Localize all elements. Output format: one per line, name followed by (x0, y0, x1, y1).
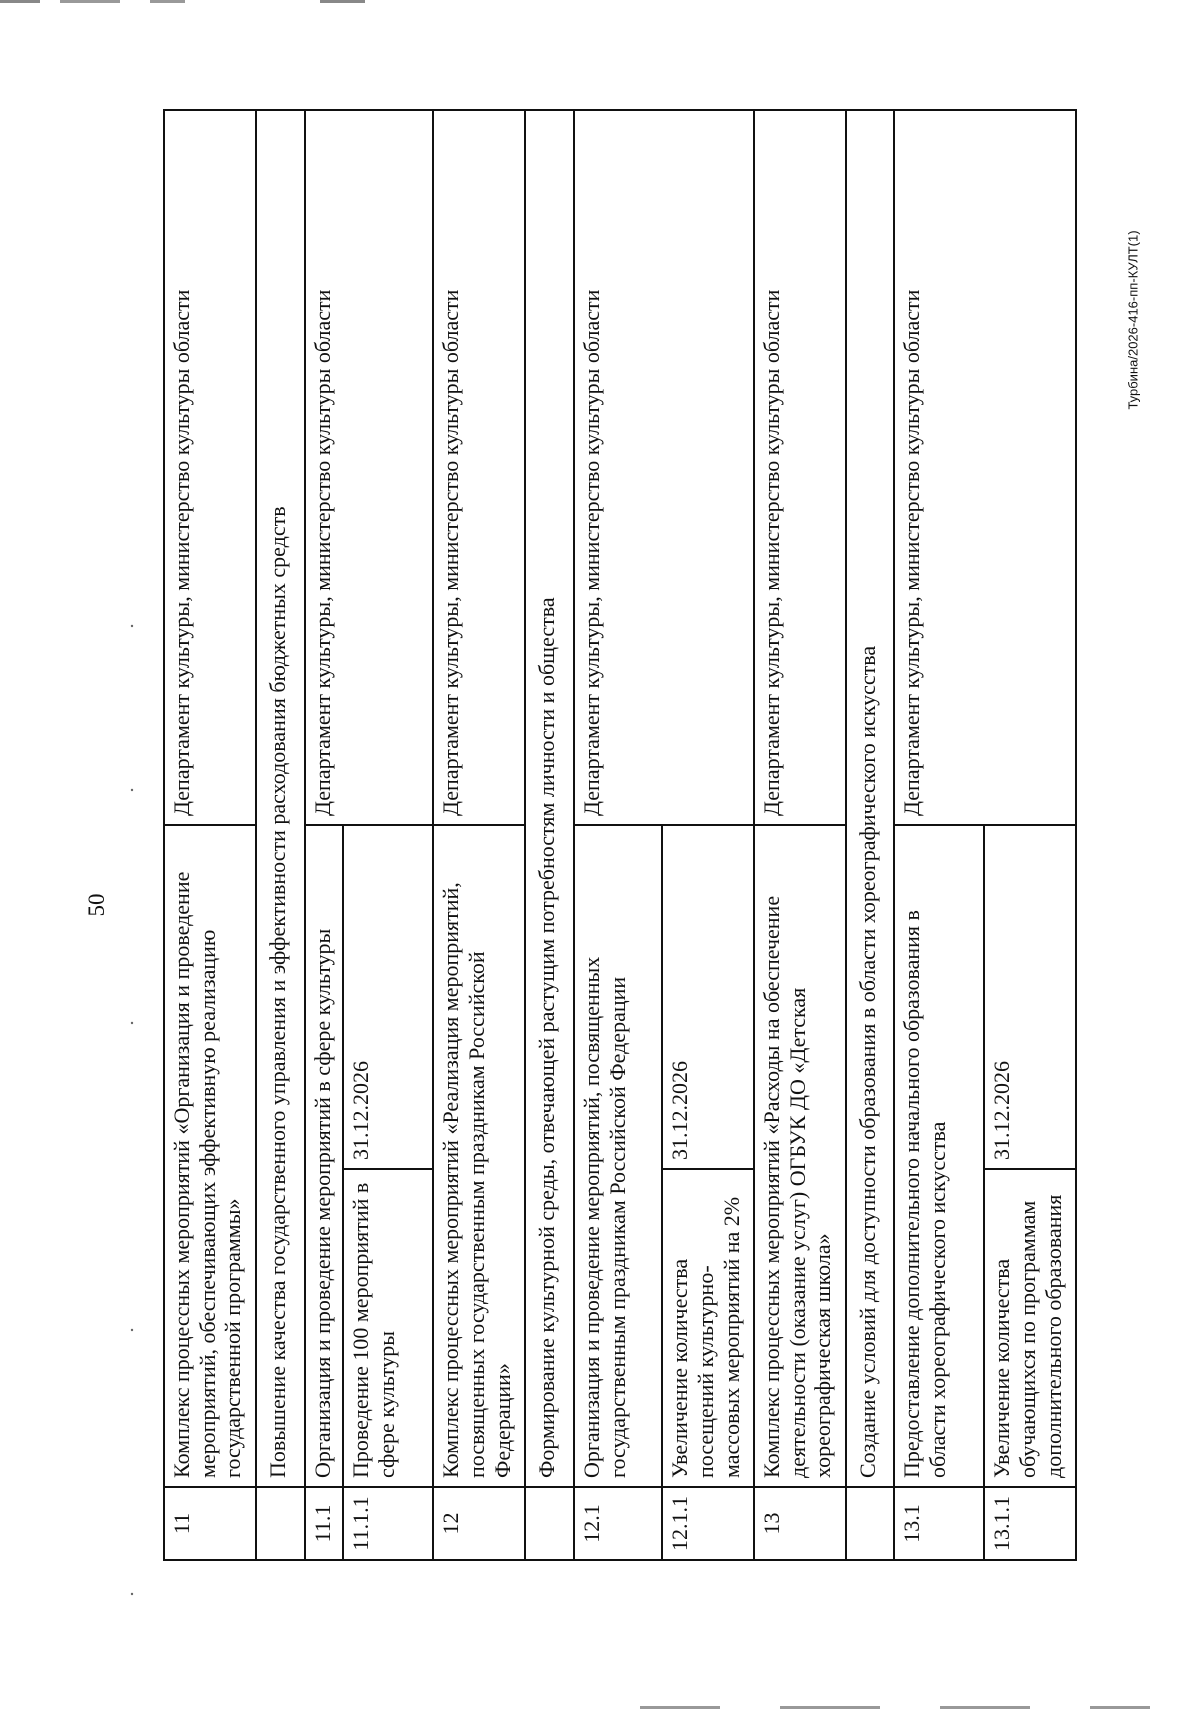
table-row (256, 110, 305, 1560)
measure-text: Организация и проведение мероприятий в сфере культуры (305, 825, 343, 1487)
row-number: 12.1 (574, 1487, 662, 1560)
result-text: Увеличение количества посещений культурно-массовых мероприятий на 2% (662, 1169, 754, 1487)
row-number: 11 (164, 1487, 256, 1560)
responsible-cell: Департамент культуры, министерство культуры области (305, 110, 433, 825)
row-number: 12.1.1 (662, 1487, 754, 1560)
deadline-date: 31.12.2026 (984, 825, 1076, 1169)
row-number: 12 (433, 1487, 525, 1560)
responsible-cell: Департамент культуры, министерство культуры области (164, 110, 256, 825)
table-row (574, 110, 662, 1560)
measure-text: Организация и проведение мероприятий, посвященных государственным праздникам Российской Федерации (574, 825, 662, 1487)
table-row (164, 110, 256, 1560)
row-number: 13.1 (894, 1487, 984, 1560)
empty-cell (256, 1487, 305, 1560)
table-row (894, 110, 984, 1560)
task-heading: Создание условий для доступности образования в области хореографического искусства (846, 110, 894, 1487)
result-text: Увеличение количества обучающихся по программам дополнительного образования (984, 1169, 1076, 1487)
table-row (433, 110, 525, 1560)
responsible-cell: Департамент культуры, министерство культуры области (574, 110, 754, 825)
table-row (754, 110, 846, 1560)
empty-cell (525, 1487, 574, 1560)
measure-text: Предоставление дополнительного начального образования в области хореографического искусства (894, 825, 984, 1487)
deadline-date: 31.12.2026 (662, 825, 754, 1169)
result-text: Проведение 100 мероприятий в сфере культуры (343, 1169, 433, 1487)
row-number: 11.1.1 (343, 1487, 433, 1560)
measure-text: Комплекс процессных мероприятий «Организация и проведение мероприятий, обеспечивающих эффективную реализацию государственной программы» (164, 825, 256, 1487)
measure-text: Комплекс процессных мероприятий «Расходы на обеспечение деятельности (оказание услуг) ОГБУК ДО «Детская хореографическая школа» (754, 825, 846, 1487)
measure-text: Комплекс процессных мероприятий «Реализация мероприятий, посвященных государственным праздникам Российской Федерации» (433, 825, 525, 1487)
responsible-cell: Департамент культуры, министерство культуры области (894, 110, 1076, 825)
table-row (846, 110, 894, 1560)
row-number: 13.1.1 (984, 1487, 1076, 1560)
responsible-cell: Департамент культуры, министерство культуры области (754, 110, 846, 825)
deadline-date: 31.12.2026 (343, 825, 433, 1169)
document-table (163, 111, 1077, 1561)
task-heading: Повышение качества государственного управления и эффективности расходования бюджетных средств (256, 110, 305, 1487)
task-heading: Формирование культурной среды, отвечающей растущим потребностям личности и общества (525, 110, 574, 1487)
page-number: 50 (84, 893, 109, 917)
table-row (525, 110, 574, 1560)
responsible-cell: Департамент культуры, министерство культуры области (433, 110, 525, 825)
row-number: 13 (754, 1487, 846, 1560)
document-code: Турбина/2026-416-пп-КУЛТ(1) (1125, 230, 1141, 410)
row-number: 11.1 (305, 1487, 343, 1560)
empty-cell (846, 1487, 894, 1560)
table-row (305, 110, 343, 1560)
